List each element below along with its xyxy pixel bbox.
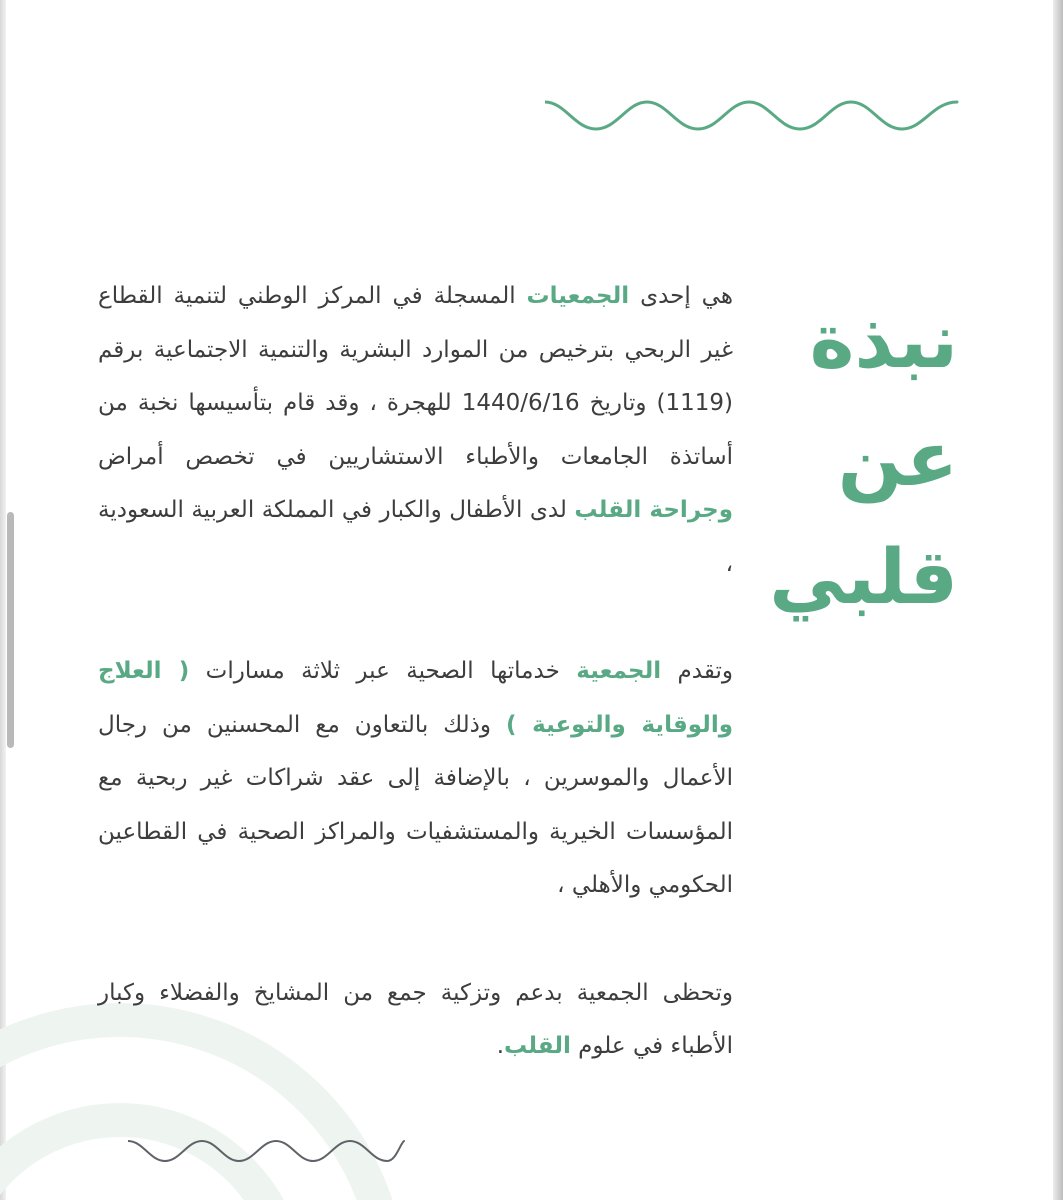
highlight-heart-surgery: وجراحة القلب: [574, 497, 733, 523]
about-paragraph-2: [98, 645, 733, 913]
about-paragraph-3: [98, 967, 733, 1074]
title-line-1: نبذة: [809, 296, 958, 385]
paragraph-text: وذلك بالتعاون مع المحسنين من رجال الأعمال والموسرين ، بالإضافة إلى عقد شراكات غير ربحية مع المؤسسات الخيرية والمستشفيات والمراكز الصحية في القطاعين الحكومي والأهلي ،: [98, 711, 733, 898]
highlight-service-tracks: ( العلاج والوقاية والتوعية ): [98, 658, 734, 738]
highlight-associations: الجمعيات: [526, 283, 630, 309]
about-text: [98, 270, 733, 1128]
wave-divider-bottom-icon: [128, 1136, 408, 1166]
scrollbar-thumb[interactable]: [7, 512, 14, 748]
paragraph-text: لدى الأطفال والكبار في المملكة العربية السعودية ،: [98, 497, 733, 577]
highlight-heart: القلب: [504, 1033, 571, 1059]
paragraph-text: هي إحدى: [629, 283, 733, 309]
paragraph-text: خدماتها الصحية عبر ثلاثة مسارات: [189, 658, 577, 684]
paragraph-text: .: [496, 1033, 505, 1059]
title-line-3: قلبي: [769, 532, 958, 621]
about-paragraph-1: [98, 270, 733, 591]
wave-divider-top-icon: [545, 96, 960, 136]
paragraph-text: وتحظى الجمعية بدعم وتزكية جمع من المشايخ والفضلاء وكبار الأطباء في علوم: [98, 979, 733, 1059]
section-title: [758, 282, 958, 636]
paragraph-text: المسجلة في المركز الوطني لتنمية القطاع غير الربحي بترخيص من الموارد البشرية والتنمية الاجتماعية برقم (1119) وتاريخ 1440/6/16 للهجرة ، وقد قام بتأسيسها نخبة من أساتذة الجامعات والأطباء الاستشاريين في تخصص أمراض: [98, 283, 733, 470]
page-right-edge: [1053, 0, 1063, 1200]
title-line-2: عن: [837, 414, 958, 503]
highlight-association: الجمعية: [576, 658, 662, 684]
paragraph-text: وتقدم: [661, 658, 734, 684]
